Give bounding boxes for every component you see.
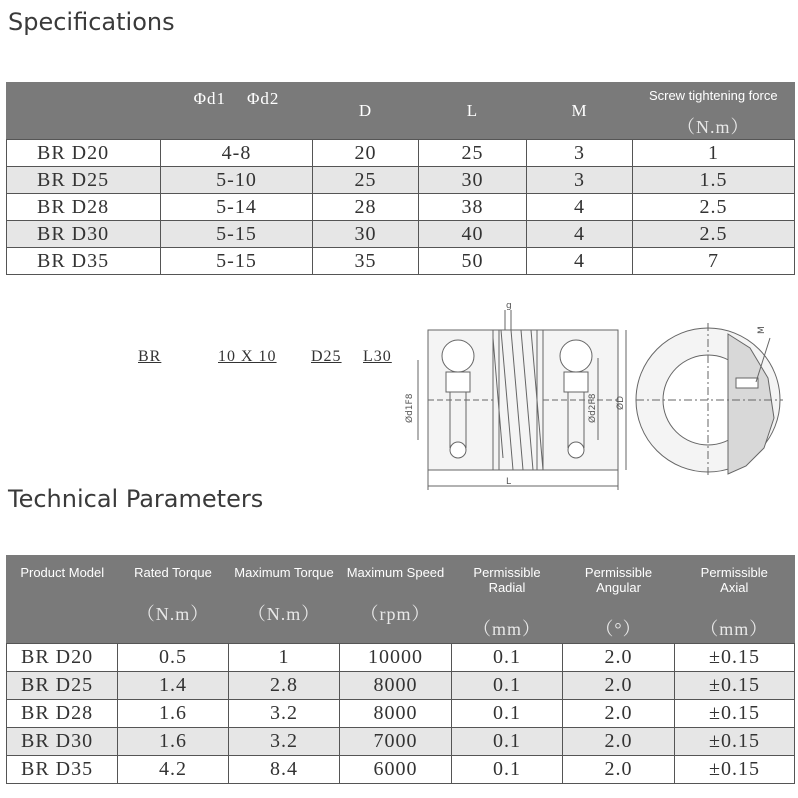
spec-cell-bore: 4-8	[161, 140, 313, 167]
model-code-length: L30	[363, 348, 392, 365]
tech-cell-radial: 0.1	[452, 700, 563, 728]
spec-header-force-unit: （N.m）	[677, 117, 750, 137]
tech-cell-max: 3.2	[229, 728, 340, 756]
screw-head-right	[560, 340, 592, 372]
spec-row	[7, 167, 795, 194]
model-code-series: BR	[138, 348, 162, 365]
tech-cell-axial: ±0.15	[675, 672, 795, 700]
spec-header-L: L	[419, 83, 527, 140]
tech-cell-model: BR D30	[7, 728, 118, 756]
spec-cell-model: BR D25	[7, 167, 161, 194]
tech-row	[7, 756, 795, 784]
spec-cell-D: 35	[313, 248, 419, 275]
spec-cell-L: 50	[419, 248, 527, 275]
spec-header-M: M	[527, 83, 633, 140]
tech-cell-radial: 0.1	[452, 728, 563, 756]
tech-cell-speed: 7000	[340, 728, 452, 756]
spec-cell-D: 30	[313, 221, 419, 248]
spec-header-model	[7, 83, 161, 140]
spec-cell-model: BR D30	[7, 221, 161, 248]
specifications-table	[6, 82, 795, 275]
tech-header-angular-label: Permissible Angular	[584, 565, 653, 595]
tech-row	[7, 728, 795, 756]
tech-cell-radial: 0.1	[452, 756, 563, 784]
spec-cell-model: BR D35	[7, 248, 161, 275]
spec-header-D: D	[313, 83, 419, 140]
tech-header-axial-unit: （mm）	[700, 619, 769, 639]
technical-table	[6, 555, 795, 784]
spec-cell-D: 25	[313, 167, 419, 194]
drawing-label-M: M	[757, 326, 767, 334]
tech-row	[7, 644, 795, 672]
spec-cell-force: 1.5	[633, 167, 795, 194]
tech-row	[7, 672, 795, 700]
spec-row	[7, 140, 795, 167]
spec-cell-L: 38	[419, 194, 527, 221]
tech-header-rated	[118, 556, 229, 644]
spec-header-d1: Φd1	[193, 89, 226, 108]
tech-cell-rated: 1.6	[118, 700, 229, 728]
tech-header-axial	[675, 556, 795, 644]
coupling-drawing	[398, 298, 788, 498]
spec-row	[7, 194, 795, 221]
tech-cell-model: BR D20	[7, 644, 118, 672]
tech-cell-rated: 4.2	[118, 756, 229, 784]
tech-row	[7, 700, 795, 728]
spec-header-bore	[161, 83, 313, 140]
spec-cell-bore: 5-15	[161, 221, 313, 248]
spec-cell-bore: 5-15	[161, 248, 313, 275]
tech-cell-max: 3.2	[229, 700, 340, 728]
spec-header-row	[7, 83, 795, 140]
tech-header-radial-label: Permissible Radial	[473, 565, 541, 595]
tech-cell-angular: 2.0	[563, 728, 675, 756]
drawing-label-D: ØD	[616, 395, 626, 410]
spec-row	[7, 248, 795, 275]
tech-cell-radial: 0.1	[452, 644, 563, 672]
spec-cell-force: 7	[633, 248, 795, 275]
tech-cell-axial: ±0.15	[675, 756, 795, 784]
tech-cell-max: 8.4	[229, 756, 340, 784]
model-code-bore: 10 X 10	[218, 348, 277, 365]
tech-cell-radial: 0.1	[452, 672, 563, 700]
spec-cell-M: 4	[527, 194, 633, 221]
drawing-label-L: L	[506, 477, 512, 487]
tech-header-model-label: Product Model	[20, 565, 105, 580]
tech-header-radial-unit: （mm）	[472, 619, 541, 639]
tech-cell-speed: 10000	[340, 644, 452, 672]
tech-header-rated-label: Rated Torque	[134, 565, 212, 580]
drawing-label-g: g	[506, 301, 512, 311]
tech-cell-speed: 6000	[340, 756, 452, 784]
tech-cell-rated: 1.6	[118, 728, 229, 756]
tech-cell-model: BR D25	[7, 672, 118, 700]
tech-cell-max: 1	[229, 644, 340, 672]
tech-cell-angular: 2.0	[563, 644, 675, 672]
specifications-title: Specifications	[8, 8, 175, 36]
tech-header-max-unit: （N.m）	[247, 604, 321, 624]
screw-head-left	[442, 340, 474, 372]
spec-header-force	[633, 83, 795, 140]
tech-cell-speed: 8000	[340, 700, 452, 728]
tech-header-angular-unit: （°）	[595, 619, 642, 639]
spec-cell-D: 28	[313, 194, 419, 221]
tech-header-speed-unit: （rpm）	[360, 604, 431, 624]
drawing-label-d2: Ød2F8	[588, 393, 598, 423]
tech-cell-angular: 2.0	[563, 700, 675, 728]
tech-cell-model: BR D28	[7, 700, 118, 728]
tech-cell-speed: 8000	[340, 672, 452, 700]
spec-cell-D: 20	[313, 140, 419, 167]
spec-cell-model: BR D20	[7, 140, 161, 167]
tech-cell-axial: ±0.15	[675, 728, 795, 756]
tech-cell-rated: 1.4	[118, 672, 229, 700]
spec-cell-bore: 5-14	[161, 194, 313, 221]
tech-cell-angular: 2.0	[563, 672, 675, 700]
tech-cell-max: 2.8	[229, 672, 340, 700]
spec-cell-force: 1	[633, 140, 795, 167]
tech-header-max-label: Maximum Torque	[234, 565, 334, 580]
tech-header-speed	[340, 556, 452, 644]
tech-cell-axial: ±0.15	[675, 700, 795, 728]
tech-header-rated-unit: （N.m）	[136, 604, 210, 624]
spec-cell-L: 30	[419, 167, 527, 194]
tech-header-model	[7, 556, 118, 644]
technical-title: Technical Parameters	[8, 485, 264, 513]
spec-cell-M: 3	[527, 167, 633, 194]
tech-header-axial-label: Permissible Axial	[700, 565, 768, 595]
tech-cell-rated: 0.5	[118, 644, 229, 672]
tech-header-speed-label: Maximum Speed	[346, 565, 445, 580]
spec-cell-L: 25	[419, 140, 527, 167]
spec-row	[7, 221, 795, 248]
spec-cell-M: 4	[527, 221, 633, 248]
spec-cell-L: 40	[419, 221, 527, 248]
spec-cell-M: 4	[527, 248, 633, 275]
tech-cell-angular: 2.0	[563, 756, 675, 784]
spec-cell-force: 2.5	[633, 221, 795, 248]
tech-cell-model: BR D35	[7, 756, 118, 784]
model-code-diameter: D25	[311, 348, 342, 365]
drawing-label-d1: Ød1F8	[405, 393, 415, 423]
tech-cell-axial: ±0.15	[675, 644, 795, 672]
tech-header-radial	[452, 556, 563, 644]
tech-header-max	[229, 556, 340, 644]
spec-header-d2: Φd2	[247, 89, 280, 108]
spec-cell-model: BR D28	[7, 194, 161, 221]
spec-cell-bore: 5-10	[161, 167, 313, 194]
spec-cell-M: 3	[527, 140, 633, 167]
tech-header-angular	[563, 556, 675, 644]
spec-header-force-label: Screw tightening force	[648, 88, 778, 103]
tech-header-row	[7, 556, 795, 644]
spec-cell-force: 2.5	[633, 194, 795, 221]
